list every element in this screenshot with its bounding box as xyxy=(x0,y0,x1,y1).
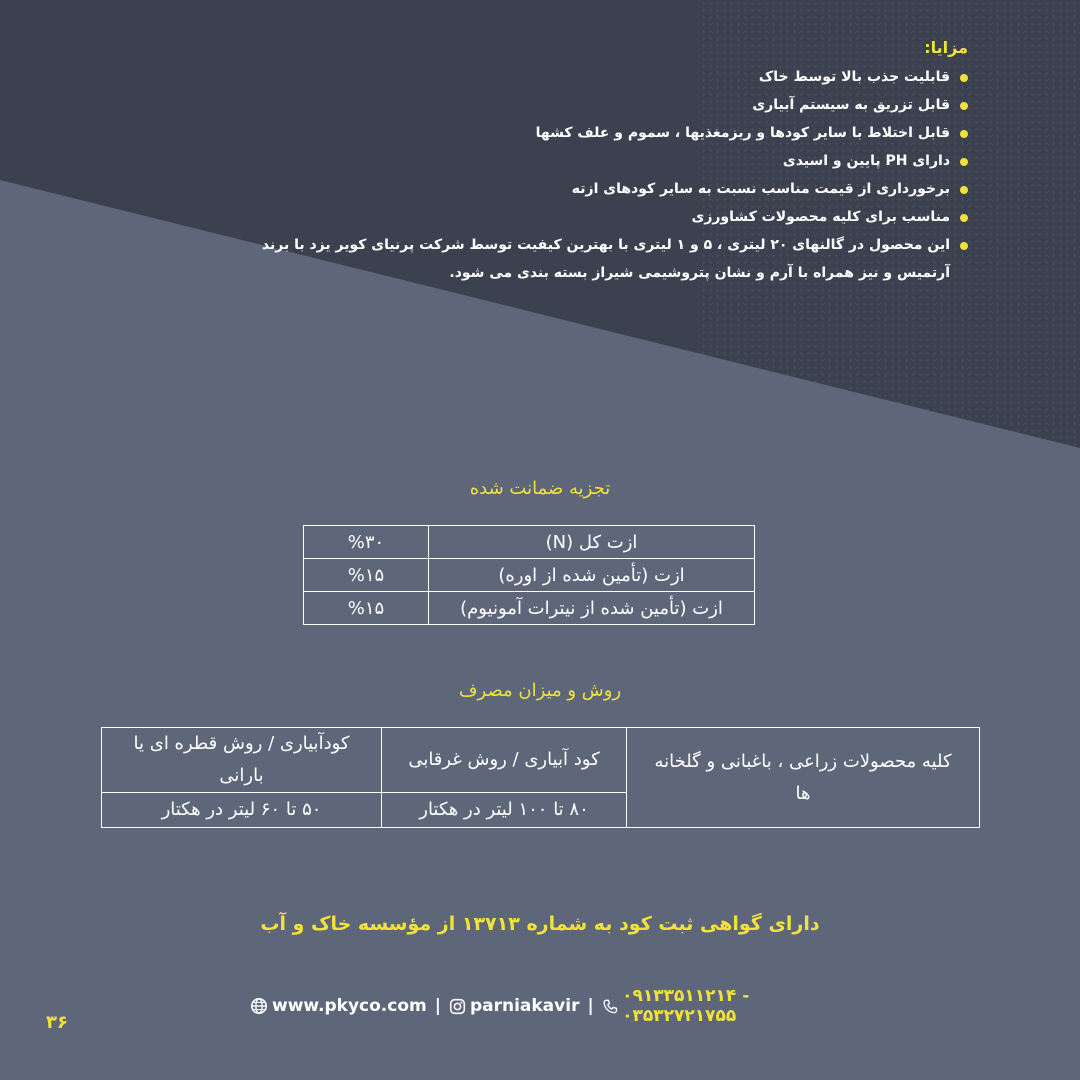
advantages-title: مزایا: xyxy=(924,38,968,57)
analysis-label: ازت کل (N) xyxy=(429,526,755,559)
phone-link[interactable] xyxy=(602,986,862,1026)
analysis-value: %۱۵ xyxy=(304,559,429,592)
globe-icon xyxy=(250,997,268,1015)
rate-cell: ۸۰ تا ۱۰۰ لیتر در هکتار xyxy=(382,793,627,828)
page-number: ۳۶ xyxy=(46,1012,68,1033)
advantages-list xyxy=(208,63,968,287)
list-item: قابل تزریق به سیستم آبیاری xyxy=(208,91,968,119)
analysis-label: ازت (تأمین شده از نیترات آمونیوم) xyxy=(429,592,755,625)
method-cell: کودآبیاری / روش قطره ای یا بارانی xyxy=(102,728,382,793)
table-row xyxy=(102,728,980,793)
divider: | xyxy=(587,996,594,1016)
bullet-icon xyxy=(960,102,968,110)
bullet-icon xyxy=(960,214,968,222)
analysis-title: تجزیه ضمانت شده xyxy=(469,478,611,499)
method-cell: کود آبیاری / روش غرقابی xyxy=(382,728,627,793)
bullet-icon xyxy=(960,130,968,138)
list-item: قابل اختلاط با سایر کودها و ریزمغذیها ، سموم و علف کشها xyxy=(208,119,968,147)
contact-footer xyxy=(250,986,862,1026)
list-item: قابلیت جذب بالا توسط خاک xyxy=(208,63,968,91)
rate-cell: ۵۰ تا ۶۰ لیتر در هکتار xyxy=(102,793,382,828)
analysis-value: %۱۵ xyxy=(304,592,429,625)
bullet-icon xyxy=(960,158,968,166)
instagram-handle: parniakavir xyxy=(469,996,580,1016)
divider: | xyxy=(434,996,441,1016)
analysis-label: ازت (تأمین شده از اوره) xyxy=(429,559,755,592)
phone-icon xyxy=(602,998,619,1015)
analysis-value: %۳۰ xyxy=(304,526,429,559)
website-text: www.pkyco.com xyxy=(272,996,427,1016)
table-row xyxy=(304,592,755,625)
bullet-icon xyxy=(960,74,968,82)
list-item: مناسب برای کلیه محصولات کشاورزی xyxy=(208,203,968,231)
usage-table xyxy=(101,727,980,828)
list-item: برخورداری از قیمت مناسب نسبت به سایر کودهای ازته xyxy=(208,175,968,203)
usage-title: روش و میزان مصرف xyxy=(458,680,622,701)
table-row xyxy=(304,559,755,592)
list-item: این محصول در گالنهای ۲۰ لیتری ، ۵ و ۱ لیتری با بهترین کیفیت توسط شرکت پرنیای کویر یزد با برند آرتمیس و نیز همراه با آرم و نشان پتروشیمی شیراز بسته بندی می شود. xyxy=(208,231,968,287)
advantages-section xyxy=(208,38,968,287)
instagram-link[interactable] xyxy=(449,996,580,1016)
instagram-icon xyxy=(449,998,466,1015)
certificate-text: دارای گواهی ثبت کود به شماره ۱۳۷۱۳ از مؤسسه خاک و آب xyxy=(260,913,820,935)
crop-cell: کلیه محصولات زراعی ، باغبانی و گلخانه ها xyxy=(627,728,980,828)
analysis-table xyxy=(303,525,755,625)
list-item: دارای PH پایین و اسیدی xyxy=(208,147,968,175)
website-link[interactable] xyxy=(250,996,427,1016)
bullet-icon xyxy=(960,242,968,250)
bullet-icon xyxy=(960,186,968,194)
table-row xyxy=(304,526,755,559)
phone-numbers: ۰۹۱۳۳۵۱۱۲۱۴ - ۰۳۵۳۲۷۲۱۷۵۵ xyxy=(622,986,750,1026)
